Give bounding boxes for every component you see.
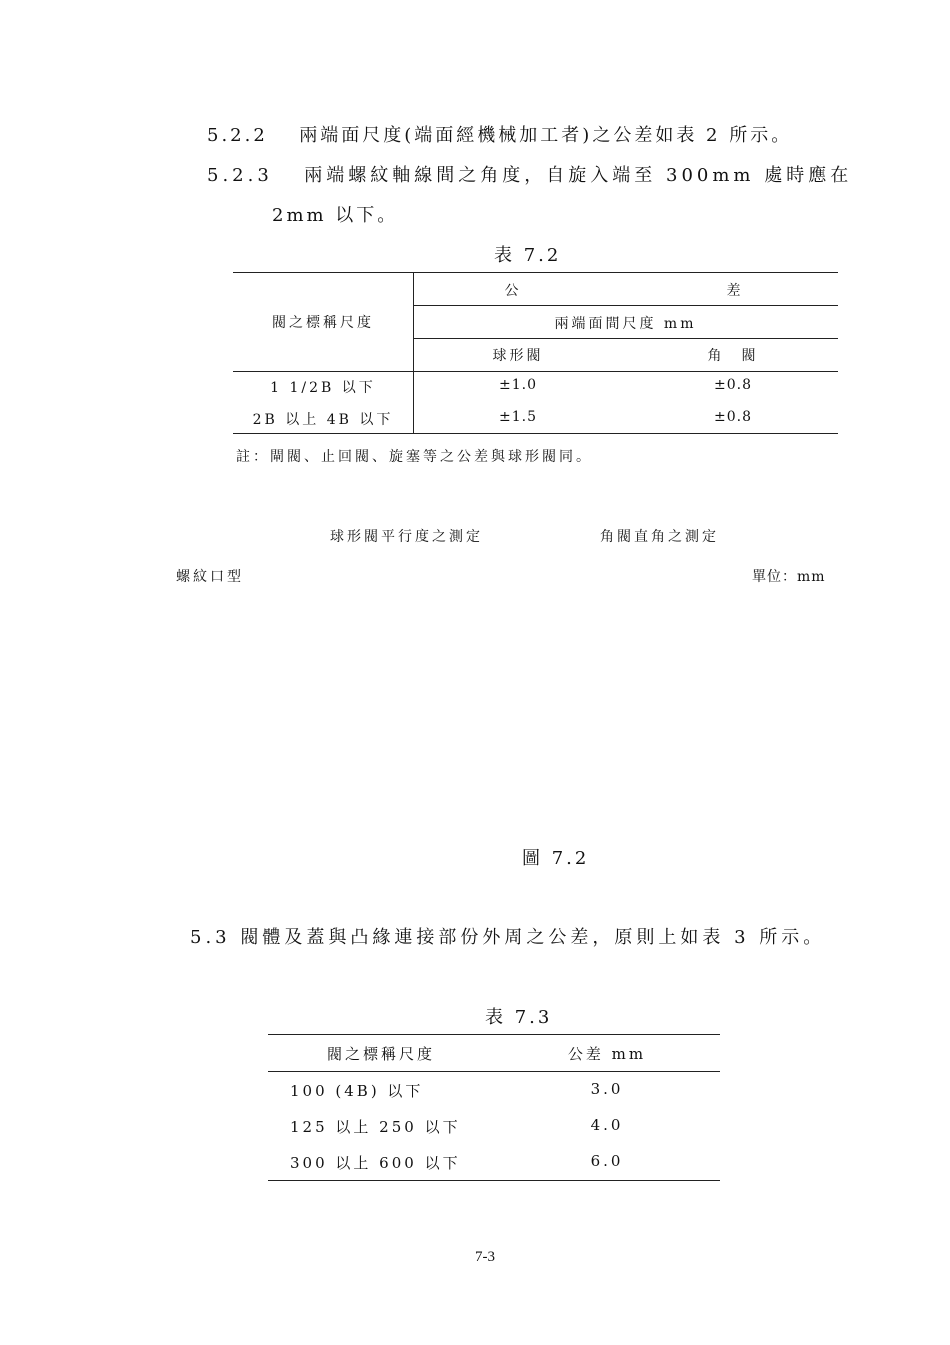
row-1-size: 1 1/2B 以下 [270, 380, 376, 396]
section-text: 兩端面尺度(端面經機械加工者)之公差如表 2 所示。 [299, 125, 793, 146]
section-text: 兩端螺紋軸線間之角度，自旋入端至 300mm 處時應在 [304, 165, 853, 186]
header-tolerance-a: 公 [504, 283, 522, 299]
header-face-to-face: 兩端面間尺度 mm [554, 316, 697, 332]
section-5-2-3 [207, 161, 852, 187]
figure-label-angle-perpendicularity: 角閥直角之測定 [600, 529, 719, 545]
table-rule-top [233, 272, 838, 273]
table-rule [413, 338, 838, 339]
figure-7-2-caption: 圖 7.2 [522, 848, 590, 869]
page-number: 7-3 [475, 1249, 495, 1265]
table-rule-top [268, 1034, 720, 1035]
figure-label-globe-parallelism: 球形閥平行度之測定 [330, 529, 483, 545]
figure-7-2-area [176, 600, 836, 820]
header-globe-valve: 球形閥 [492, 348, 544, 364]
table-rule-header-bottom [268, 1071, 720, 1072]
table-7-2-note: 註：閘閥、止回閥、旋塞等之公差與球形閥同。 [236, 449, 593, 465]
header-nominal-size: 閥之標稱尺度 [326, 1045, 435, 1063]
table-7-3-caption: 表 7.3 [485, 1007, 553, 1028]
row-2-tolerance: 4.0 [590, 1116, 624, 1134]
header-angle-valve: 角 閥 [707, 348, 759, 364]
row-2-angle: ±0.8 [714, 409, 752, 425]
row-2-size: 2B 以上 4B 以下 [252, 412, 394, 428]
section-5-3: 5.3 閥體及蓋與凸緣連接部份外周之公差，原則上如表 3 所示。 [190, 927, 826, 948]
header-nominal-size: 閥之標稱尺度 [272, 315, 374, 331]
section-5-2-3-continuation: 2mm 以下。 [272, 205, 399, 226]
section-5-2-2 [207, 121, 792, 147]
section-number: 5.2.2 [207, 125, 268, 146]
table-rule-bottom [233, 433, 838, 434]
header-tolerance: 公差 mm [567, 1045, 647, 1063]
row-1-angle: ±0.8 [714, 377, 752, 393]
row-3-tolerance: 6.0 [590, 1152, 624, 1170]
row-1-size: 100 (4B) 以下 [290, 1082, 424, 1100]
figure-unit-label: 單位：mm [752, 569, 826, 585]
table-7-2 [233, 272, 838, 434]
table-7-3 [268, 1034, 720, 1181]
table-7-2-caption: 表 7.2 [494, 245, 562, 266]
row-1-globe: ±1.0 [499, 377, 537, 393]
figure-label-thread-gauge: 螺紋口型 [176, 569, 244, 585]
section-number: 5.2.3 [207, 165, 273, 186]
header-tolerance-b: 差 [726, 283, 744, 299]
row-1-tolerance: 3.0 [590, 1080, 624, 1098]
table-rule-header-bottom [233, 371, 838, 372]
table-rule [413, 305, 838, 306]
row-2-size: 125 以上 250 以下 [290, 1118, 461, 1136]
row-3-size: 300 以上 600 以下 [290, 1154, 461, 1172]
table-rule-bottom [268, 1180, 720, 1181]
row-2-globe: ±1.5 [499, 409, 537, 425]
